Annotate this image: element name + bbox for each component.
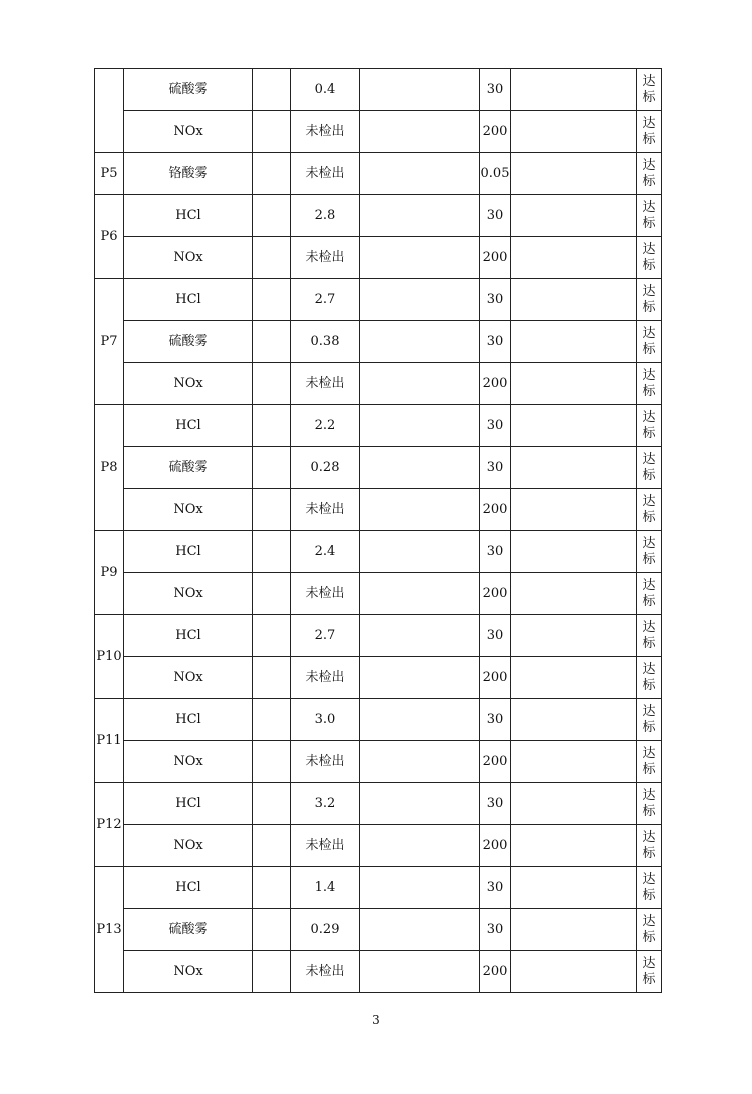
empty-cell [360,153,480,195]
result-cell: 达标 [637,573,662,615]
table-row [95,825,662,867]
result-cell: 达标 [637,363,662,405]
pollutant-cell: NOx [124,825,253,867]
pollutant-cell: 铬酸雾 [124,153,253,195]
point-cell: P5 [95,153,124,195]
point-cell: P12 [95,783,124,867]
empty-cell [360,615,480,657]
measured-cell: 未检出 [291,153,360,195]
limit-cell: 200 [480,237,511,279]
empty-cell [253,447,291,489]
empty-cell [253,573,291,615]
pollutant-cell: NOx [124,657,253,699]
pollutant-cell: NOx [124,741,253,783]
empty-cell [253,657,291,699]
empty-cell [360,867,480,909]
result-cell: 达标 [637,867,662,909]
table-row [95,363,662,405]
limit-cell: 0.05 [480,153,511,195]
empty-cell [511,867,637,909]
emissions-table [94,68,662,993]
empty-cell [511,279,637,321]
pollutant-cell: HCl [124,615,253,657]
result-cell: 达标 [637,321,662,363]
empty-cell [511,909,637,951]
result-cell: 达标 [637,531,662,573]
empty-cell [253,111,291,153]
limit-cell: 30 [480,531,511,573]
point-cell [95,69,124,153]
measured-cell: 0.29 [291,909,360,951]
empty-cell [360,573,480,615]
empty-cell [253,321,291,363]
empty-cell [511,489,637,531]
limit-cell: 30 [480,615,511,657]
result-cell: 达标 [637,237,662,279]
empty-cell [511,237,637,279]
limit-cell: 200 [480,741,511,783]
limit-cell: 30 [480,867,511,909]
table-row [95,657,662,699]
empty-cell [360,531,480,573]
result-cell: 达标 [637,783,662,825]
table-row [95,615,662,657]
empty-cell [253,867,291,909]
pollutant-cell: HCl [124,279,253,321]
table-row [95,321,662,363]
measured-cell: 2.8 [291,195,360,237]
pollutant-cell: NOx [124,237,253,279]
result-cell: 达标 [637,111,662,153]
empty-cell [253,195,291,237]
empty-cell [253,489,291,531]
empty-cell [360,489,480,531]
pollutant-cell: NOx [124,951,253,993]
empty-cell [511,615,637,657]
empty-cell [253,69,291,111]
empty-cell [511,321,637,363]
table-row [95,573,662,615]
result-cell: 达标 [637,69,662,111]
empty-cell [511,153,637,195]
empty-cell [360,69,480,111]
pollutant-cell: HCl [124,531,253,573]
empty-cell [511,111,637,153]
limit-cell: 200 [480,363,511,405]
empty-cell [511,741,637,783]
pollutant-cell: HCl [124,195,253,237]
measured-cell: 未检出 [291,657,360,699]
empty-cell [360,447,480,489]
measured-cell: 2.7 [291,279,360,321]
empty-cell [511,699,637,741]
measured-cell: 2.4 [291,531,360,573]
pollutant-cell: 硫酸雾 [124,909,253,951]
empty-cell [360,237,480,279]
pollutant-cell: NOx [124,363,253,405]
limit-cell: 30 [480,195,511,237]
point-cell: P6 [95,195,124,279]
result-cell: 达标 [637,909,662,951]
empty-cell [511,783,637,825]
point-cell: P7 [95,279,124,405]
measured-cell: 未检出 [291,951,360,993]
empty-cell [253,699,291,741]
empty-cell [511,69,637,111]
empty-cell [253,951,291,993]
table-row [95,783,662,825]
table-row [95,909,662,951]
empty-cell [360,909,480,951]
table-row [95,279,662,321]
table-row [95,237,662,279]
point-cell: P11 [95,699,124,783]
table-row [95,447,662,489]
empty-cell [511,363,637,405]
limit-cell: 200 [480,951,511,993]
point-cell: P8 [95,405,124,531]
limit-cell: 30 [480,699,511,741]
pollutant-cell: 硫酸雾 [124,447,253,489]
result-cell: 达标 [637,279,662,321]
empty-cell [511,405,637,447]
measured-cell: 0.28 [291,447,360,489]
empty-cell [360,951,480,993]
result-cell: 达标 [637,699,662,741]
measured-cell: 0.38 [291,321,360,363]
point-cell: P13 [95,867,124,993]
point-cell: P9 [95,531,124,615]
result-cell: 达标 [637,405,662,447]
empty-cell [360,741,480,783]
empty-cell [360,405,480,447]
table-row [95,69,662,111]
limit-cell: 30 [480,447,511,489]
empty-cell [253,783,291,825]
result-cell: 达标 [637,489,662,531]
measured-cell: 未检出 [291,363,360,405]
empty-cell [360,195,480,237]
table-row [95,531,662,573]
limit-cell: 30 [480,69,511,111]
measured-cell: 3.2 [291,783,360,825]
empty-cell [253,279,291,321]
pollutant-cell: NOx [124,573,253,615]
table-row [95,153,662,195]
pollutant-cell: HCl [124,405,253,447]
table-row [95,195,662,237]
empty-cell [253,405,291,447]
empty-cell [511,951,637,993]
pollutant-cell: NOx [124,111,253,153]
pollutant-cell: HCl [124,867,253,909]
measured-cell: 未检出 [291,237,360,279]
empty-cell [253,363,291,405]
empty-cell [360,363,480,405]
measured-cell: 未检出 [291,111,360,153]
page-number: 3 [372,1013,380,1027]
pollutant-cell: NOx [124,489,253,531]
limit-cell: 30 [480,321,511,363]
empty-cell [253,531,291,573]
result-cell: 达标 [637,741,662,783]
table-row [95,699,662,741]
empty-cell [360,699,480,741]
limit-cell: 30 [480,783,511,825]
table-row [95,111,662,153]
empty-cell [253,237,291,279]
empty-cell [511,195,637,237]
empty-cell [253,615,291,657]
measured-cell: 未检出 [291,741,360,783]
measured-cell: 0.4 [291,69,360,111]
table-row [95,741,662,783]
result-cell: 达标 [637,447,662,489]
empty-cell [360,825,480,867]
pollutant-cell: HCl [124,699,253,741]
table-row [95,489,662,531]
empty-cell [511,573,637,615]
result-cell: 达标 [637,153,662,195]
empty-cell [360,279,480,321]
result-cell: 达标 [637,657,662,699]
empty-cell [511,657,637,699]
limit-cell: 200 [480,489,511,531]
measured-cell: 2.2 [291,405,360,447]
limit-cell: 200 [480,825,511,867]
measured-cell: 3.0 [291,699,360,741]
limit-cell: 30 [480,405,511,447]
result-cell: 达标 [637,195,662,237]
empty-cell [253,741,291,783]
measured-cell: 未检出 [291,573,360,615]
pollutant-cell: HCl [124,783,253,825]
limit-cell: 200 [480,111,511,153]
table-row [95,951,662,993]
empty-cell [253,825,291,867]
empty-cell [511,447,637,489]
limit-cell: 30 [480,909,511,951]
result-cell: 达标 [637,615,662,657]
empty-cell [360,321,480,363]
result-cell: 达标 [637,825,662,867]
point-cell: P10 [95,615,124,699]
empty-cell [253,909,291,951]
measured-cell: 2.7 [291,615,360,657]
table-row [95,405,662,447]
result-cell: 达标 [637,951,662,993]
empty-cell [511,825,637,867]
limit-cell: 30 [480,279,511,321]
pollutant-cell: 硫酸雾 [124,321,253,363]
empty-cell [253,153,291,195]
limit-cell: 200 [480,657,511,699]
empty-cell [360,783,480,825]
empty-cell [360,657,480,699]
empty-cell [511,531,637,573]
empty-cell [360,111,480,153]
measured-cell: 未检出 [291,489,360,531]
pollutant-cell: 硫酸雾 [124,69,253,111]
measured-cell: 未检出 [291,825,360,867]
table-row [95,867,662,909]
limit-cell: 200 [480,573,511,615]
table-body [95,69,662,993]
measured-cell: 1.4 [291,867,360,909]
